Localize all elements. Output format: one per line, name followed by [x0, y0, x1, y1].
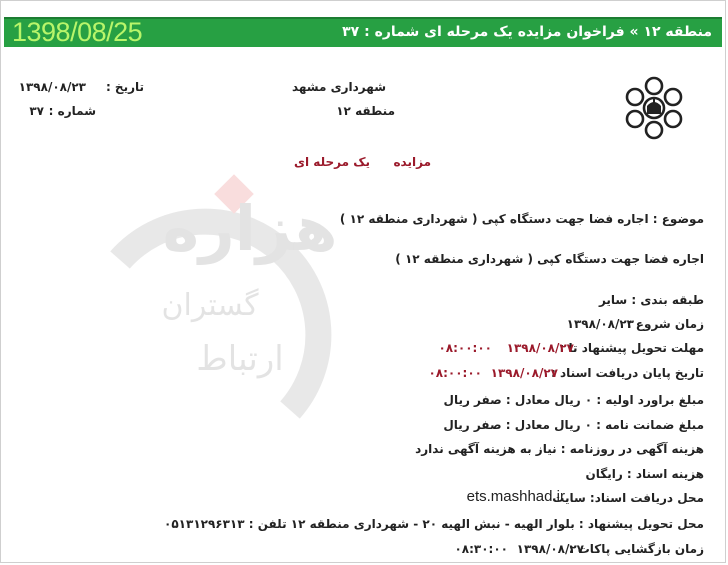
- deadline-label: مهلت تحویل پیشنهاد تا :: [559, 341, 704, 355]
- newspaper-ad-cost: هزینه آگهی در روزنامه : نیاز به هزینه آگهی ندارد: [415, 442, 704, 456]
- document-cost: هزینه اسناد : رایگان: [585, 467, 704, 481]
- start-time-value: ۱۳۹۸/۰۸/۲۳: [566, 317, 634, 331]
- opening-time: ۰۸:۳۰:۰۰: [454, 542, 508, 556]
- deadline-time: ۰۸:۰۰:۰۰: [438, 341, 492, 355]
- auction-stage: یک مرحله ای: [294, 155, 370, 169]
- description-line: اجاره فضا جهت دستگاه کپی ( شهرداری منطقه ۱۲ ): [395, 252, 704, 266]
- header-title: منطقه ۱۲ » فراخوان مزایده یک مرحله ای شماره : ۳۷: [342, 24, 712, 40]
- classification: طبقه بندی : سایر: [598, 293, 704, 307]
- region-name: منطقه ۱۲: [336, 104, 395, 118]
- opening-date: ۱۳۹۸/۰۸/۲۷: [516, 542, 584, 556]
- deadline-date: ۱۳۹۸/۰۸/۲۷: [506, 341, 574, 355]
- initial-estimate: مبلغ براورد اولیه : ۰ ریال معادل : صفر ریال: [443, 393, 704, 407]
- opening-label: زمان بازگشایی پاکات :: [568, 542, 704, 556]
- document-receive-site[interactable]: ets.mashhad.ir: [466, 488, 565, 505]
- header-date: 1398/08/25: [12, 17, 143, 47]
- org-name: شهرداری مشهد: [291, 80, 386, 94]
- header-bar: [4, 17, 722, 47]
- auction-type: مزایده: [393, 155, 431, 169]
- number-label: شماره :: [48, 104, 96, 118]
- date-label: تاریخ :: [105, 80, 144, 94]
- number-value: ۳۷: [29, 104, 44, 118]
- document-end-time: ۰۸:۰۰:۰۰: [428, 366, 482, 380]
- delivery-location: محل تحویل پیشنهاد : بلوار الهیه - نبش الهیه ۲۰ - شهرداری منطقه ۱۲ تلفن : ۰۵۱۳۱۲۹۶۳۱۳: [164, 517, 704, 531]
- document-end-date: ۱۳۹۸/۰۸/۲۷: [490, 366, 558, 380]
- watermark-text-2: گستران: [161, 288, 259, 323]
- document-end-label: تاریخ پایان دریافت اسناد :: [551, 366, 704, 380]
- watermark-text-3: ارتباط: [196, 339, 284, 379]
- start-time-label: زمان شروع :: [626, 317, 704, 331]
- watermark-logo: [60, 170, 390, 430]
- guarantee-amount: مبلغ ضمانت نامه : ۰ ریال معادل : صفر ریال: [443, 418, 704, 432]
- mashhad-municipality-logo: [618, 72, 690, 144]
- date-value: ۱۳۹۸/۰۸/۲۳: [18, 80, 86, 94]
- subject-line: موضوع : اجاره فضا جهت دستگاه کپی ( شهرداری منطقه ۱۲ ): [339, 212, 704, 226]
- watermark-text-1: هزاره: [162, 192, 338, 265]
- document-receive-label: محل دریافت اسناد: سایت: [552, 491, 704, 505]
